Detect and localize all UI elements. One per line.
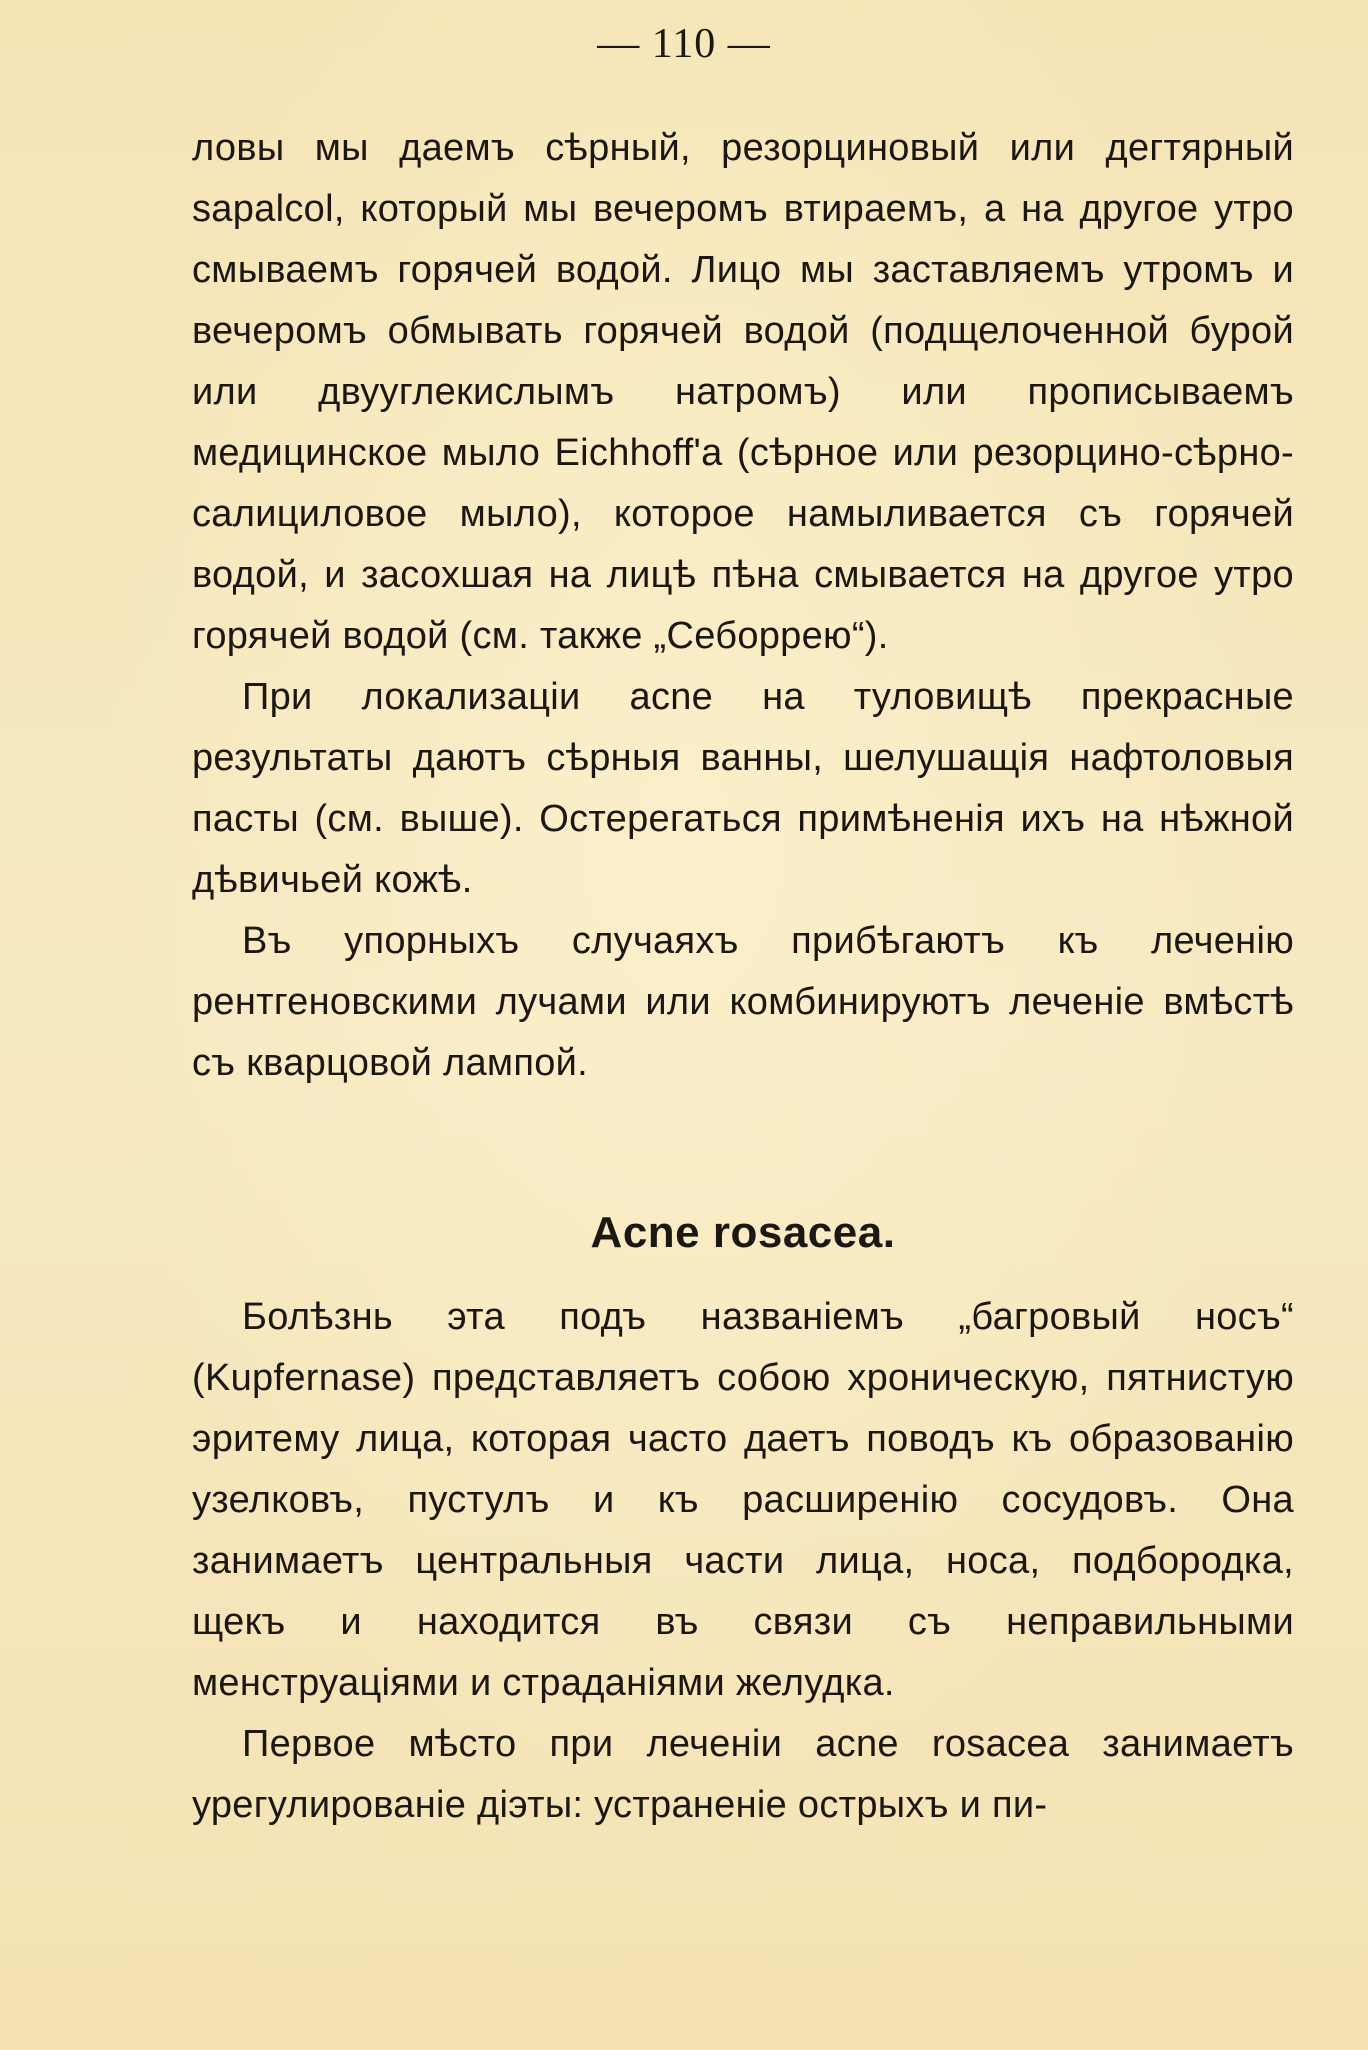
paragraph-rosacea-description: Болѣзнь эта подъ названiемъ „багровый носъ“ (Kupfernase) представляетъ собою хроническую, пятнистую эритему лица, которая часто даетъ поводъ къ образованiю узелковъ, пустулъ и къ расширенiю сосудовъ. Она занимаетъ центральныя части лица, носа, подбородка, щекъ и находится въ связи съ неправильными менструацiями и страданiями желудка. [192,1296,1294,1704]
page-content [192,118,1294,1836]
section-title: Acne rosacea. [590,1208,896,1257]
paragraph-continued: ловы мы даемъ сѣрный, резорциновый или дегтярный sapalcol, который мы вечеромъ втираемъ, а на другое утро смываемъ горячей водой. Лицо мы заставляемъ утромъ и вечеромъ обмывать горячей водой (подщелоченной бурой или двууглекислымъ натромъ) или прописываемъ медицинское мыло Eichhoff'a (сѣрное или резорцино-сѣрно-салициловое мыло), которое намыливается съ горячей водой, и засохшая на лицѣ пѣна смывается на другое утро горячей водой (см. также „Себоррею“). [192,127,1294,657]
page-number: — 110 — [597,21,771,67]
paragraph-trunk-treatment: При локализацiи acne на туловищѣ прекрасные результаты даютъ сѣрныя ванны, шелушащiя нафтоловыя пасты (см. выше). Остерегаться примѣненiя ихъ на нѣжной дѣвичьей кожѣ. [192,676,1294,901]
paragraph-xray-treatment: Въ упорныхъ случаяхъ прибѣгаютъ къ леченiю рентгеновскими лучами или комбинируютъ леченiе вмѣстѣ съ кварцовой лампой. [192,920,1294,1084]
paragraph-rosacea-treatment: Первое мѣсто при леченiи acne rosacea занимаетъ урегулированiе дiэты: устраненiе острыхъ и пи- [192,1723,1294,1826]
